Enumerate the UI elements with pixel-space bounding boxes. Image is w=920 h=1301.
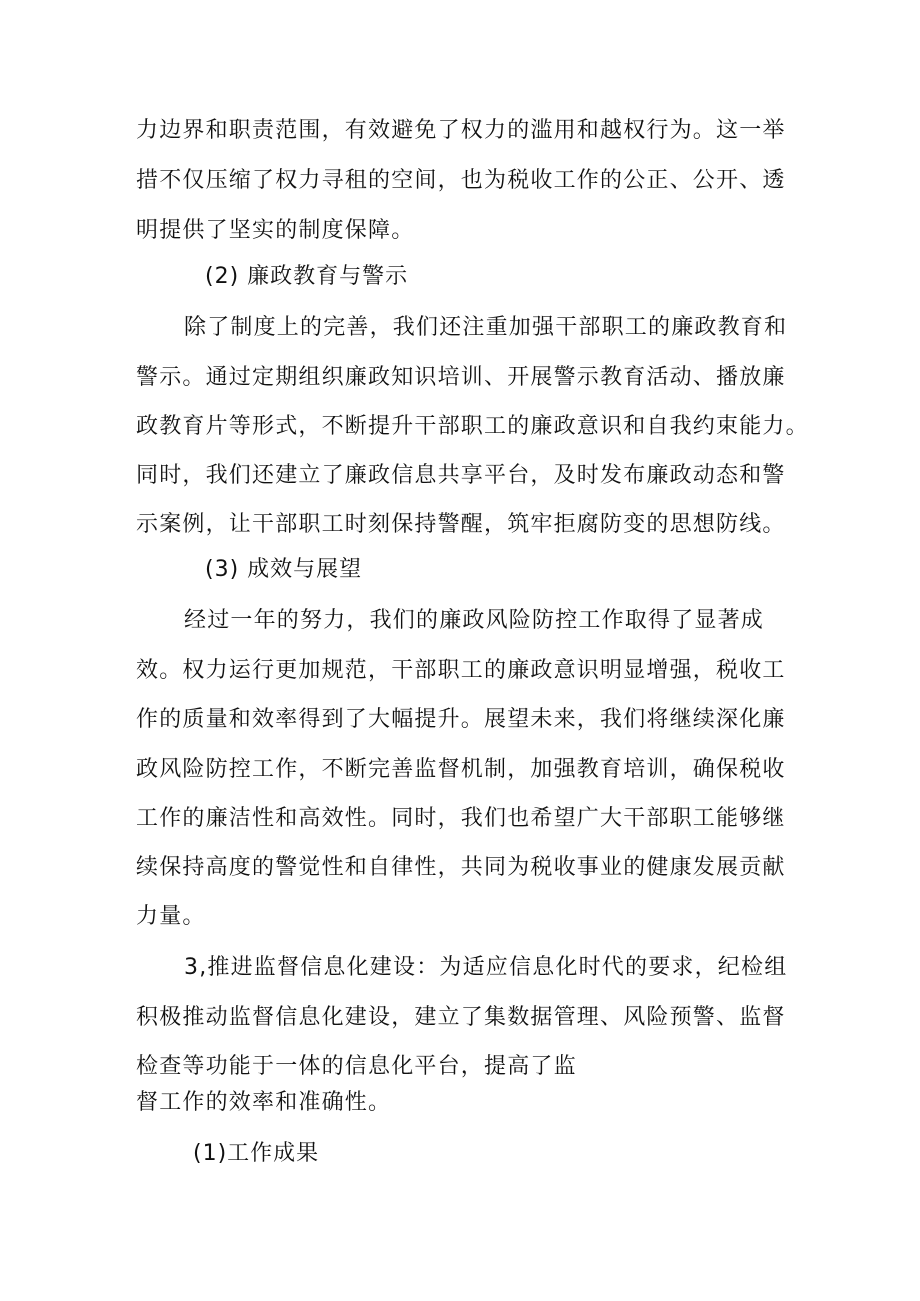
paragraph-line-7: 同时，我们还建立了廉政信息共享平台，及时发布廉政动态和警 [136, 463, 786, 488]
paragraph-line-10: 效。权力运行更加规范，干部职工的廉政意识明显增强，税收工 [136, 658, 786, 683]
paragraph-line-3: 明提供了坚实的制度保障。 [136, 218, 415, 243]
paragraph-line-15: 力量。 [136, 904, 206, 929]
paragraph-line-11: 作的质量和效率得到了大幅提升。展望未来，我们将继续深化廉 [136, 707, 786, 732]
paragraph-line-2: 措不仅压缩了权力寻租的空间，也为税收工作的公正、公开、透 [136, 168, 786, 193]
paragraph-line-8: 示案例，让干部职工时刻保持警醒，筑牢拒腐防变的思想防线。 [136, 512, 786, 537]
paragraph-line-4: 除了制度上的完善，我们还注重加强干部职工的廉政教育和 [184, 315, 788, 340]
paragraph-line-18: 检查等功能于一体的信息化平台，提高了监 [136, 1054, 577, 1079]
section-heading-3: (3) 成效与展望 [205, 557, 363, 582]
section-heading-2: (2) 廉政教育与警示 [205, 264, 409, 289]
paragraph-line-1: 力边界和职责范围，有效避免了权力的滥用和越权行为。这一举 [136, 118, 786, 143]
paragraph-line-17: 积极推动监督信息化建设，建立了集数据管理、风险预警、监督 [136, 1005, 786, 1030]
paragraph-line-19: 督工作的效率和准确性。 [136, 1090, 392, 1115]
section-heading-1: (1)工作成果 [193, 1141, 320, 1166]
paragraph-line-12: 政风险防控工作，不断完善监督机制，加强教育培训，确保税收 [136, 757, 786, 782]
paragraph-line-5: 警示。通过定期组织廉政知识培训、开展警示教育活动、播放廉 [136, 365, 786, 390]
paragraph-line-9: 经过一年的努力，我们的廉政风险防控工作取得了显著成 [184, 608, 765, 633]
paragraph-line-13: 工作的廉洁性和高效性。同时，我们也希望广大干部职工能够继 [136, 806, 786, 831]
paragraph-line-16: 3,推进监督信息化建设：为适应信息化时代的要求，纪检组 [184, 955, 788, 980]
paragraph-line-6: 政教育片等形式，不断提升干部职工的廉政意识和自我约束能力。 [136, 414, 809, 439]
paragraph-line-14: 续保持高度的警觉性和自律性，共同为税收事业的健康发展贡献 [136, 855, 786, 880]
